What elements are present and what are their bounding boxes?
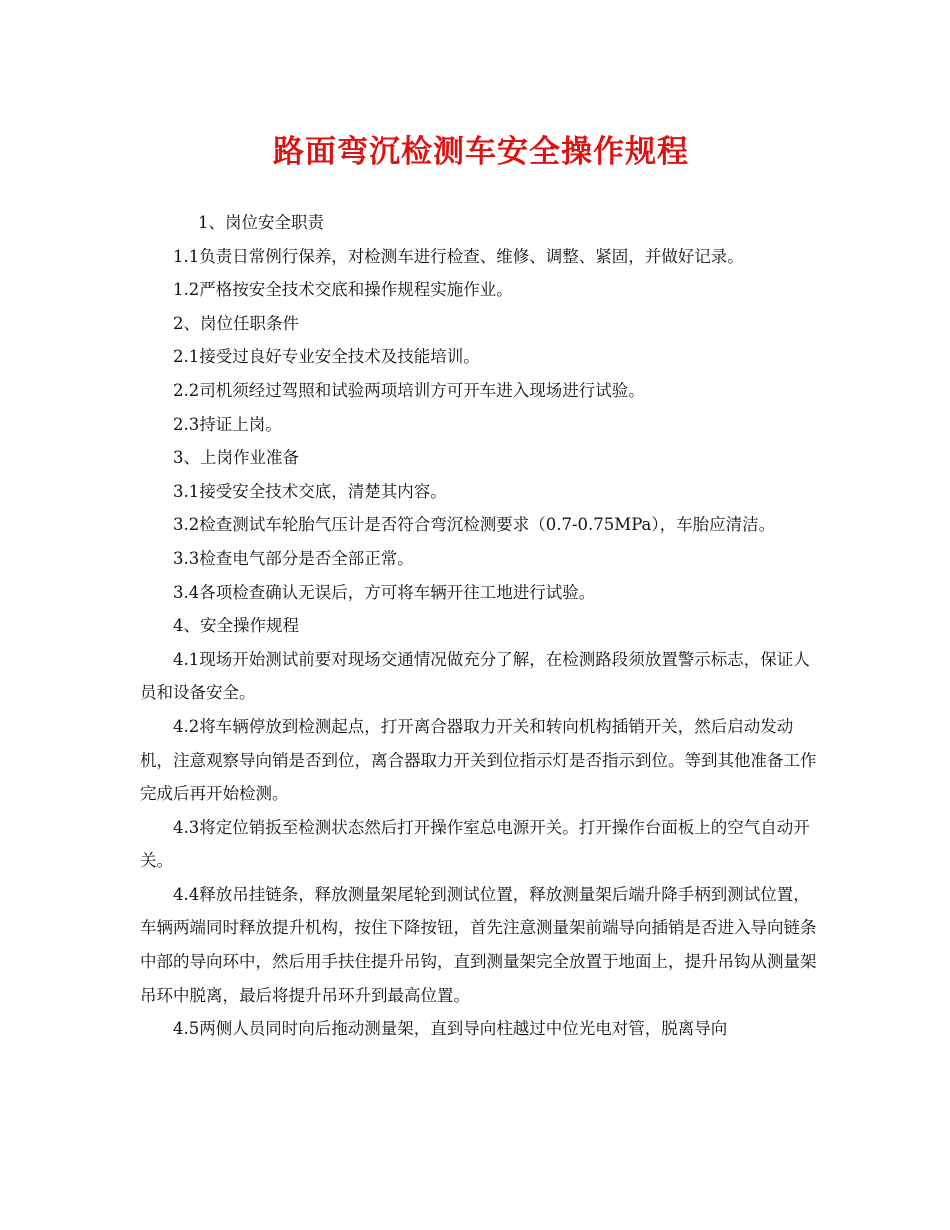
document-paragraph: 1.2严格按安全技术交底和操作规程实施作业。 bbox=[173, 280, 513, 300]
document-paragraph: 4.2将车辆停放到检测起点，打开离合器取力开关和转向机构插销开关，然后启动发动机，注意观察导向销是否到位，离合器取力开关到位指示灯是否指示到位。等到其他准备工作完成后再开始检测。 bbox=[140, 716, 817, 804]
document-paragraph: 4.1现场开始测试前要对现场交通情况做充分了解，在检测路段须放置警示标志，保证人员和设备安全。 bbox=[140, 649, 810, 703]
document-paragraph: 3.4各项检查确认无误后，方可将车辆开往工地进行试验。 bbox=[173, 582, 596, 602]
document-paragraph: 3.3检查电气部分是否全部正常。 bbox=[173, 548, 414, 568]
document-paragraph: 1、岗位安全职责 bbox=[198, 213, 324, 232]
document-paragraph: 3、上岗作业准备 bbox=[173, 448, 299, 468]
document-paragraph: 2.3持证上岗。 bbox=[173, 414, 282, 434]
document-paragraph: 4.5两侧人员同时向后拖动测量架，直到导向柱越过中位光电对管，脱离导向 bbox=[173, 1019, 728, 1039]
document-body bbox=[140, 206, 822, 1046]
document-paragraph: 4、安全操作规程 bbox=[173, 616, 299, 636]
document-title: 路面弯沉检测车安全操作规程 bbox=[273, 134, 689, 170]
document-paragraph: 2.1接受过良好专业安全技术及技能培训。 bbox=[173, 347, 480, 367]
document-paragraph: 4.4释放吊挂链条，释放测量架尾轮到测试位置，释放测量架后端升降手柄到测试位置，车辆两端同时释放提升机构，按住下降按钮，首先注意测量架前端导向插销是否进入导向链条中部的导向环中，然后用手扶住提升吊钩，直到测量架完全放置于地面上，提升吊钩从测量架吊环中脱离，最后将提升吊环升到最高位置。 bbox=[140, 884, 817, 1005]
document-paragraph: 4.3将定位销扳至检测状态然后打开操作室总电源开关。打开操作台面板上的空气自动开关。 bbox=[140, 817, 810, 871]
document-paragraph: 2、岗位任职条件 bbox=[173, 313, 299, 333]
document-paragraph: 1.1负责日常例行保养，对检测车进行检查、维修、调整、紧固，并做好记录。 bbox=[173, 246, 744, 266]
document-paragraph: 3.1接受安全技术交底，清楚其内容。 bbox=[173, 481, 447, 501]
document-paragraph: 2.2司机须经过驾照和试验两项培训方可开车进入现场进行试验。 bbox=[173, 380, 645, 400]
document-paragraph: 3.2检查测试车轮胎气压计是否符合弯沉检测要求（0.7-0.75MPa），车胎应清洁。 bbox=[173, 515, 776, 535]
